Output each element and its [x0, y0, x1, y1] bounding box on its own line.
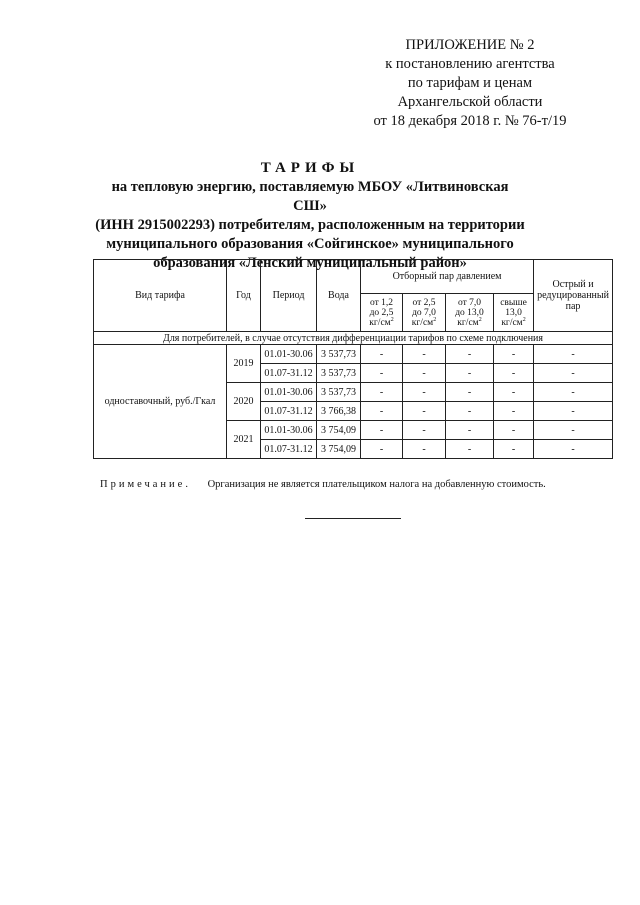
period-cell: 01.01-30.06 — [261, 345, 317, 364]
dash-cell: - — [403, 345, 446, 364]
header-year: Год — [227, 260, 261, 332]
title-line-4: образования «Ленский муниципальный район» — [153, 255, 467, 271]
appendix-line-4: Архангельской области — [397, 94, 543, 110]
header-sharp-steam: Острый и редуцированный пар — [534, 260, 613, 332]
year-cell: 2019 — [227, 345, 261, 383]
dash-cell: - — [446, 402, 494, 421]
dash-cell: - — [494, 440, 534, 459]
period-cell: 01.01-30.06 — [261, 383, 317, 402]
dash-cell: - — [494, 345, 534, 364]
title-line-3: муниципального образования «Сойгинское» муниципального — [106, 236, 514, 252]
dash-cell: - — [361, 364, 403, 383]
closing-divider — [305, 518, 401, 519]
header-tariff-type: Вид тарифа — [94, 260, 227, 332]
year-cell: 2020 — [227, 383, 261, 421]
dash-cell: - — [403, 440, 446, 459]
appendix-number: ПРИЛОЖЕНИЕ № 2 — [405, 37, 535, 53]
dash-cell: - — [361, 440, 403, 459]
title-heading: ТАРИФЫ — [260, 160, 360, 176]
dash-cell: - — [446, 383, 494, 402]
footnote-text: Организация не является плательщиком налога на добавленную стоимость. — [207, 479, 546, 490]
dash-cell: - — [403, 364, 446, 383]
tariff-label-cell: одноставочный, руб./Гкал — [94, 345, 227, 459]
dash-cell: - — [361, 402, 403, 421]
header-steam-col: от 1,2 до 2,5 $кг/см^2$ — [361, 294, 403, 332]
header-steam-col: от 2,5 до 7,0 $кг/см^2$ — [403, 294, 446, 332]
dash-cell: - — [494, 383, 534, 402]
year-cell: 2021 — [227, 421, 261, 459]
dash-cell: - — [494, 402, 534, 421]
header-steam-col: от 7,0 до 13,0 $кг/см^2$ — [446, 294, 494, 332]
dash-cell: - — [534, 421, 613, 440]
dash-cell: - — [361, 421, 403, 440]
dash-cell: - — [361, 383, 403, 402]
appendix-header — [355, 36, 585, 131]
dash-cell: - — [534, 440, 613, 459]
water-cell: 3 754,09 — [317, 440, 361, 459]
period-cell: 01.01-30.06 — [261, 421, 317, 440]
dash-cell: - — [534, 364, 613, 383]
title-line-1: на тепловую энергию, поставляемую МБОУ «Литвиновская СШ» — [111, 179, 509, 214]
tariff-table — [93, 259, 613, 459]
dash-cell: - — [494, 364, 534, 383]
dash-cell: - — [446, 421, 494, 440]
dash-cell: - — [534, 402, 613, 421]
dash-cell: - — [494, 421, 534, 440]
document-title — [95, 158, 525, 273]
dash-cell: - — [446, 345, 494, 364]
table-row — [94, 345, 613, 364]
appendix-date: от 18 декабря 2018 г. № 76-т/19 — [373, 113, 567, 129]
dash-cell: - — [534, 345, 613, 364]
consumer-note-row: Для потребителей, в случае отсутствия дифференциации тарифов по схеме подключения — [94, 332, 613, 345]
water-cell: 3 766,38 — [317, 402, 361, 421]
title-line-2: (ИНН 2915002293) потребителям, расположенным на территории — [95, 217, 525, 233]
header-period: Период — [261, 260, 317, 332]
water-cell: 3 537,73 — [317, 345, 361, 364]
header-steam-group: Отборный пар давлением — [361, 260, 534, 294]
water-cell: 3 754,09 — [317, 421, 361, 440]
dash-cell: - — [534, 383, 613, 402]
dash-cell: - — [403, 383, 446, 402]
footnote-label: Примечание. — [100, 479, 191, 490]
period-cell: 01.07-31.12 — [261, 402, 317, 421]
appendix-line-2: к постановлению агентства — [385, 56, 555, 72]
period-cell: 01.07-31.12 — [261, 364, 317, 383]
period-cell: 01.07-31.12 — [261, 440, 317, 459]
dash-cell: - — [446, 364, 494, 383]
water-cell: 3 537,73 — [317, 383, 361, 402]
dash-cell: - — [403, 421, 446, 440]
appendix-line-3: по тарифам и ценам — [407, 75, 533, 91]
dash-cell: - — [403, 402, 446, 421]
water-cell: 3 537,73 — [317, 364, 361, 383]
dash-cell: - — [361, 345, 403, 364]
footnote — [100, 479, 610, 490]
header-steam-col: свыше 13,0 $кг/см^2$ — [494, 294, 534, 332]
dash-cell: - — [446, 440, 494, 459]
header-water: Вода — [317, 260, 361, 332]
